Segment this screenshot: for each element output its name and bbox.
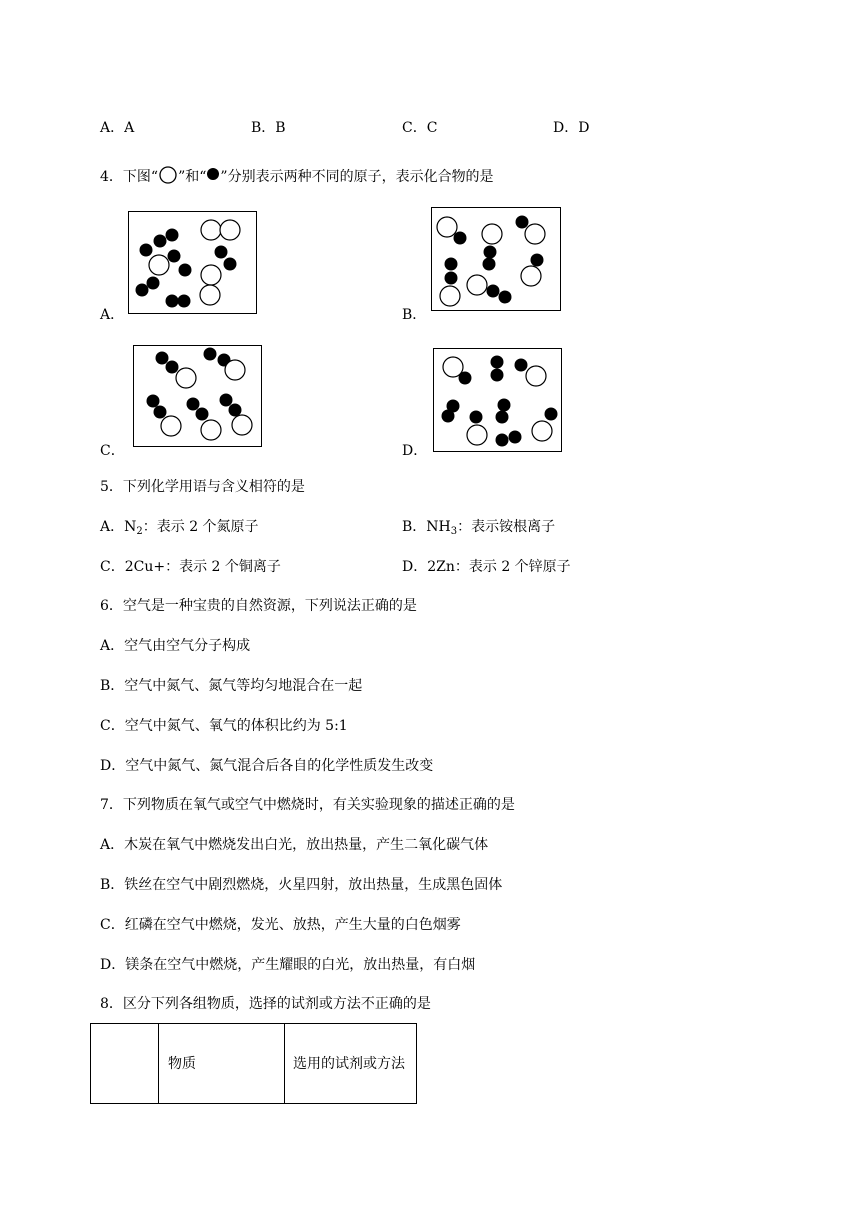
- q6-option-d: D．空气中氮气、氮气混合后各自的化学性质发生改变: [100, 758, 434, 774]
- table-header-method: 选用的试剂或方法: [285, 1024, 417, 1104]
- q6-option-c: C．空气中氮气、氧气的体积比约为 5:1: [100, 718, 348, 734]
- q4-diagram-c-particles: [134, 346, 261, 446]
- q5-a-subscript: 2: [136, 526, 143, 537]
- q4-label-b: B．: [402, 307, 427, 323]
- q4-label-a: A．: [100, 307, 125, 323]
- q7-option-a: A．木炭在氧气中燃烧发出白光，放出热量，产生二氧化碳气体: [100, 837, 489, 853]
- table-header-substance: 物质: [159, 1024, 285, 1104]
- q3-option-b: B．B: [251, 120, 286, 136]
- q5-option-a: [100, 518, 259, 536]
- q6-option-a: A．空气由空气分子构成: [100, 638, 251, 654]
- q7-stem: 7．下列物质在氧气或空气中燃烧时，有关实验现象的描述正确的是: [100, 797, 515, 813]
- q4-stem-prefix: 4．下图“: [100, 169, 159, 185]
- q4-stem-suffix: ”分别表示两种不同的原子，表示化合物的是: [220, 169, 494, 185]
- q3-option-c: C．C: [402, 120, 438, 136]
- q8-table: [90, 1023, 417, 1104]
- q4-diagram-d-particles: [434, 349, 561, 451]
- table-header-row: [91, 1024, 417, 1104]
- q5-option-d: D．2Zn：表示 2 个锌原子: [402, 559, 571, 575]
- q7-option-b: B．铁丝在空气中剧烈燃烧，火星四射，放出热量，生成黑色固体: [100, 877, 503, 893]
- q7-option-c: C．红磷在空气中燃烧，发光、放热，产生大量的白色烟雾: [100, 917, 461, 933]
- q5-b-text: ：表示铵根离子: [457, 519, 556, 535]
- q4-label-d: D．: [402, 443, 428, 459]
- q5-b-formula: B．NH: [402, 519, 451, 535]
- q5-a-formula: A．N: [100, 519, 137, 535]
- q3-option-a: A．A: [100, 120, 135, 136]
- q4-diagram-b-particles: [432, 208, 560, 310]
- q6-stem: 6．空气是一种宝贵的自然资源，下列说法正确的是: [100, 598, 417, 614]
- q3-option-d: D．D: [553, 120, 590, 136]
- q7-option-d: D．镁条在空气中燃烧，产生耀眼的白光，放出热量，有白烟: [100, 957, 476, 973]
- q4-stem-mid: ”和“: [178, 169, 207, 185]
- white-atom-icon: [158, 166, 178, 184]
- q5-b-subscript: 3: [450, 526, 458, 537]
- q5-a-text: ：表示 2 个氮原子: [142, 519, 259, 535]
- q4-label-c: C．: [100, 443, 125, 459]
- table-header-cell-empty: [91, 1024, 159, 1104]
- q5-option-c: C．2Cu+：表示 2 个铜离子: [100, 559, 281, 575]
- q4-diagram-d: [433, 348, 562, 452]
- q4-diagram-a: [128, 211, 257, 314]
- q8-stem: 8．区分下列各组物质，选择的试剂或方法不正确的是: [100, 996, 431, 1012]
- black-atom-icon: [206, 167, 220, 181]
- q4-diagram-c: [133, 345, 262, 447]
- q4-diagram-a-particles: [129, 212, 256, 313]
- q4-stem: [100, 166, 494, 186]
- q5-stem: 5．下列化学用语与含义相符的是: [100, 479, 305, 495]
- q4-diagram-b: [431, 207, 561, 311]
- q5-option-b: [402, 518, 555, 536]
- q6-option-b: B．空气中氮气、氮气等均匀地混合在一起: [100, 678, 363, 694]
